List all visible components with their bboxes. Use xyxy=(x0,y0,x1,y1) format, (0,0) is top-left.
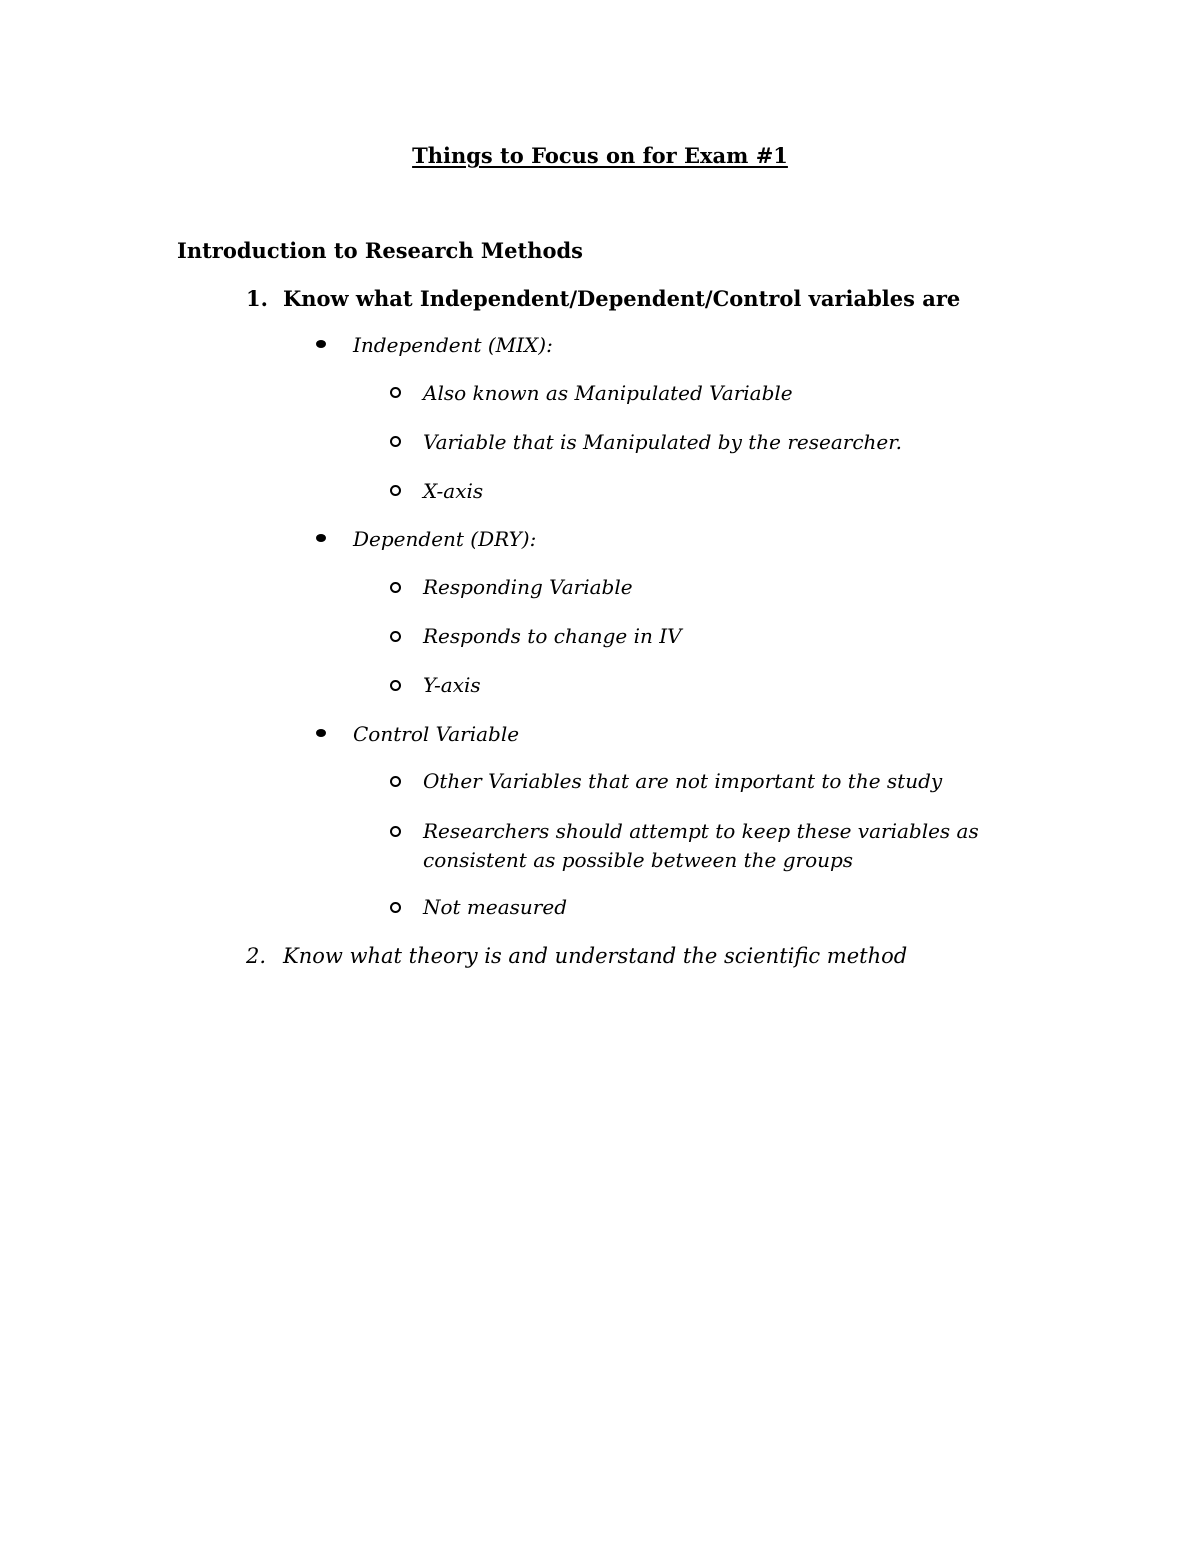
list-number-2: 2. xyxy=(246,944,267,968)
subitem-label-control: Control Variable xyxy=(353,722,520,746)
bullet-circle-icon xyxy=(390,680,401,691)
list-item-1-text: Know what Independent/Dependent/Control variables are xyxy=(283,286,961,311)
subitem-label-independent: Independent (MIX): xyxy=(353,333,553,357)
point-independent-3: X-axis xyxy=(423,479,484,503)
bullet-disc-icon xyxy=(316,534,326,542)
point-dependent-3: Y-axis xyxy=(423,673,481,697)
bullet-circle-icon xyxy=(390,436,401,447)
bullet-disc-icon xyxy=(316,729,326,737)
bullet-circle-icon xyxy=(390,902,401,913)
point-dependent-1: Responding Variable xyxy=(423,575,633,599)
point-control-3: Not measured xyxy=(423,895,568,919)
bullet-disc-icon xyxy=(316,340,326,348)
point-control-1: Other Variables that are not important to the study xyxy=(423,769,943,793)
bullet-circle-icon xyxy=(390,485,401,496)
point-independent-2: Variable that is Manipulated by the researcher. xyxy=(423,430,902,454)
subitem-label-dependent: Dependent (DRY): xyxy=(353,527,537,551)
list-number-1: 1. xyxy=(246,286,268,311)
point-control-2: Researchers should attempt to keep these variables as xyxy=(423,819,979,843)
list-item-2-text: Know what theory is and understand the scientific method xyxy=(283,944,908,968)
bullet-circle-icon xyxy=(390,776,401,787)
bullet-circle-icon xyxy=(390,387,401,398)
document-title: Things to Focus on for Exam #1 xyxy=(412,143,788,168)
point-dependent-2: Responds to change in IV xyxy=(423,624,682,648)
bullet-circle-icon xyxy=(390,582,401,593)
point-independent-1: Also known as Manipulated Variable xyxy=(423,381,793,405)
bullet-circle-icon xyxy=(390,631,401,642)
bullet-circle-icon xyxy=(390,826,401,837)
point-control-2-continued: consistent as possible between the groups xyxy=(423,848,854,872)
section-heading: Introduction to Research Methods xyxy=(177,238,584,263)
